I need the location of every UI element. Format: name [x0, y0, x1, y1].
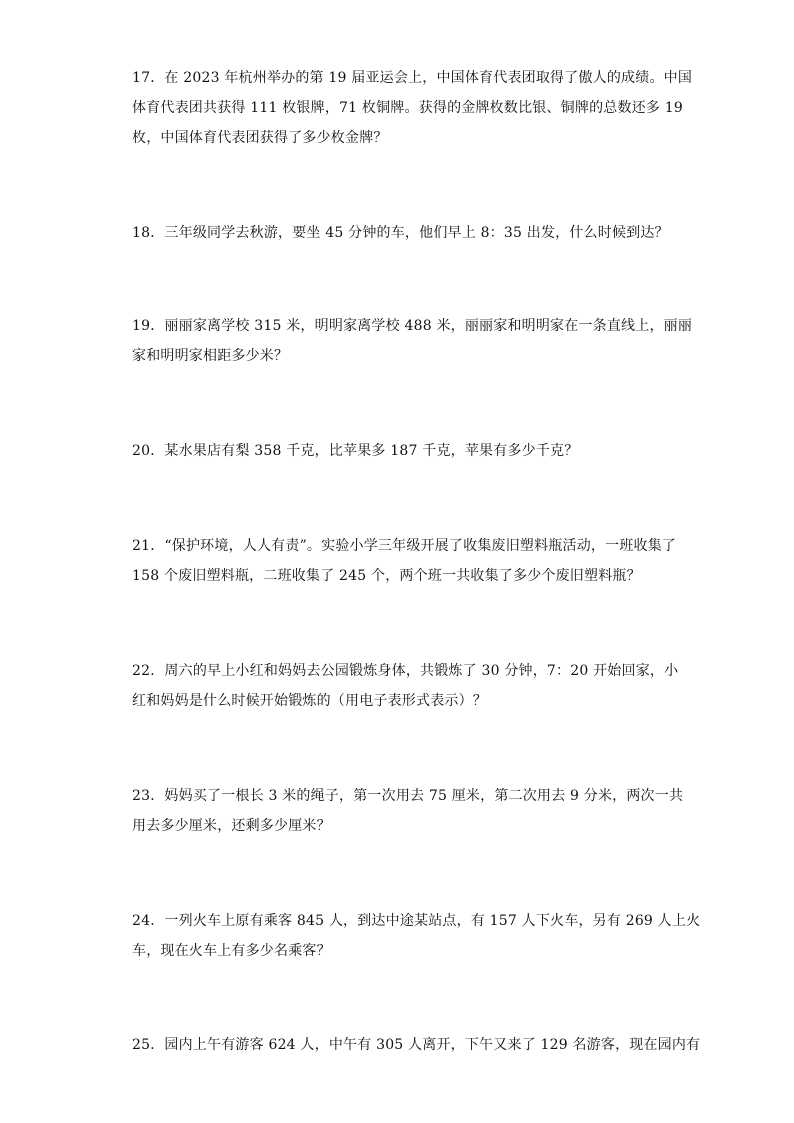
question-19 — [132, 311, 693, 371]
question-text-line: 体育代表团共获得 111 枚银牌，71 枚铜牌。获得的金牌枚数比银、铜牌的总数还多 19 — [132, 100, 683, 116]
question-text-line: 22．周六的早上小红和妈妈去公园锻炼身体，共锻炼了 30 分钟，7：20 开始回家，小 — [132, 663, 679, 679]
question-text-line: 158 个废旧塑料瓶，二班收集了 245 个，两个班一共收集了多少个废旧塑料瓶？ — [132, 568, 641, 584]
question-20 — [132, 436, 662, 466]
question-text-line: 红和妈妈是什么时候开始锻炼的（用电子表形式表示）？ — [132, 693, 487, 709]
question-text-line: 23．妈妈买了一根长 3 米的绳子，第一次用去 75 厘米，第二次用去 9 分米，两次一共 — [132, 788, 684, 804]
question-text-line: 车，现在火车上有多少名乘客？ — [132, 943, 331, 959]
question-24 — [132, 906, 701, 966]
question-text-line: 17．在 2023 年杭州举办的第 19 届亚运会上，中国体育代表团取得了傲人的成绩。中国 — [132, 70, 693, 86]
question-text-line: 21．“保护环境，人人有责”。实验小学三年级开展了收集废旧塑料瓶活动，一班收集了 — [132, 538, 677, 554]
question-text-line: 25．园内上午有游客 624 人，中午有 305 人离开，下午又来了 129 名游客，现在园内有 — [132, 1037, 701, 1053]
question-text-line: 24．一列火车上原有乘客 845 人，到达中途某站点，有 157 人下火车，另有 269 人上火 — [132, 913, 701, 929]
question-23 — [132, 781, 684, 841]
question-text-line: 18．三年级同学去秋游，要坐 45 分钟的车，他们早上 8：35 出发，什么时候到达？ — [132, 225, 669, 241]
question-21 — [132, 531, 677, 591]
question-17 — [132, 63, 693, 153]
question-18 — [132, 218, 669, 248]
question-22 — [132, 656, 679, 716]
question-25 — [132, 1030, 701, 1060]
question-text-line: 20．某水果店有梨 358 千克，比苹果多 187 千克，苹果有多少千克？ — [132, 443, 579, 459]
question-text-line: 19．丽丽家离学校 315 米，明明家离学校 488 米，丽丽家和明明家在一条直线上，丽丽 — [132, 318, 693, 334]
question-text-line: 枚，中国体育代表团获得了多少枚金牌？ — [132, 130, 388, 146]
question-text-line: 用去多少厘米，还剩多少厘米？ — [132, 818, 331, 834]
question-text-line: 家和明明家相距多少米？ — [132, 348, 289, 364]
